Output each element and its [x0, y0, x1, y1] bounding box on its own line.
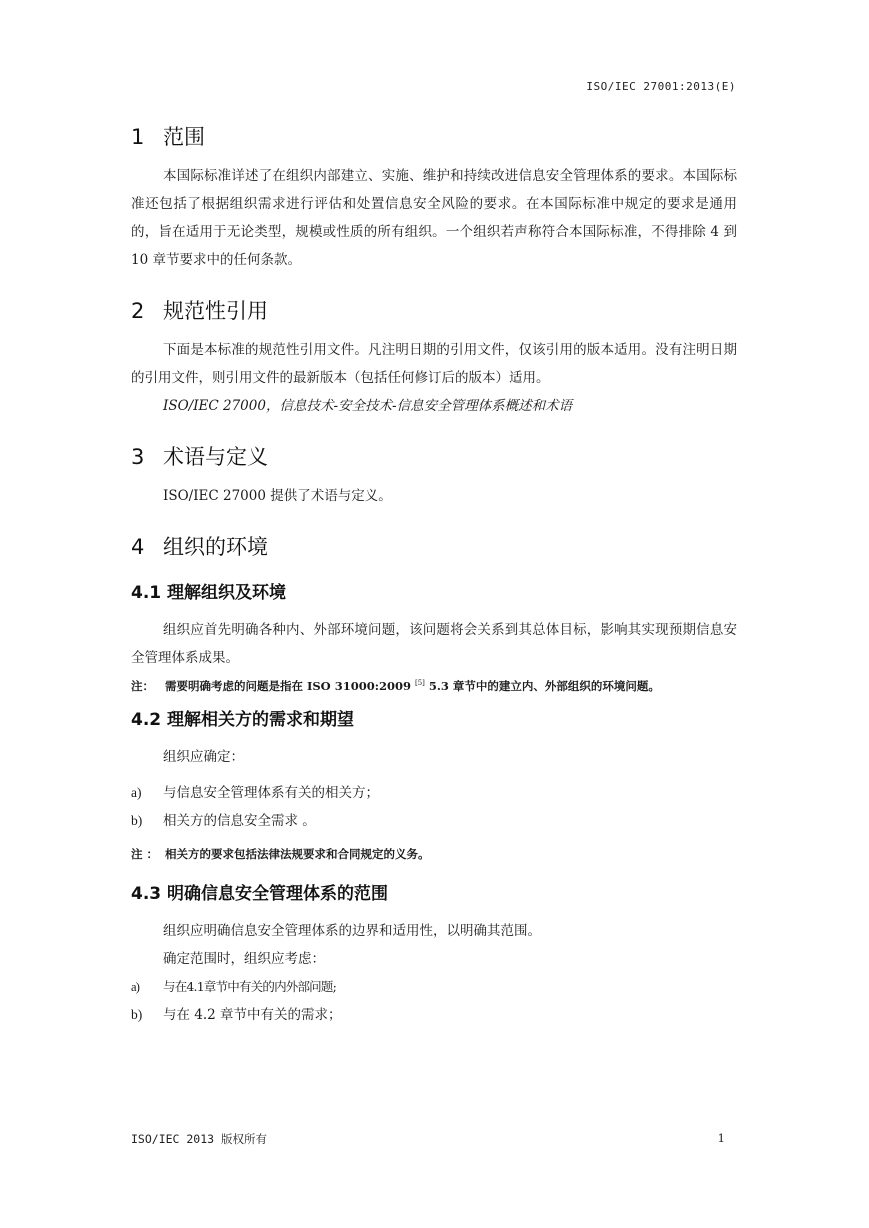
- subsection-4-2-heading: 4.2 理解相关方的需求和期望: [131, 709, 355, 730]
- section-number: 4: [131, 535, 145, 559]
- section-number: 2: [131, 299, 145, 323]
- section-2-heading: [131, 294, 737, 328]
- subsection-4-2-note: [131, 843, 737, 865]
- subsection-4-3-paragraph: 确定范围时，组织应考虑：: [163, 950, 325, 967]
- list-item-text: 与在4.1章节中有关的内外部问题;: [163, 978, 336, 994]
- list-marker: b): [131, 812, 143, 828]
- list-item-text: 与在 4.2 章节中有关的需求；: [163, 1006, 342, 1023]
- section-title: 术语与定义: [163, 445, 268, 469]
- list-item: [131, 973, 737, 1001]
- copyright-prefix: ISO/IEC 2013: [131, 1132, 215, 1146]
- list-marker: a): [131, 784, 142, 800]
- section-1-paragraph: 本国际标准详述了在组织内部建立、实施、维护和持续改进信息安全管理体系的要求。本国际标准还包括了根据组织需求进行评估和处置信息安全风险的要求。在本国际标准中规定的要求是通用的，旨在适用于无论类型，规模或性质的所有组织。一个组织若声称符合本国际标准，不得排除 4 到 10 章节要求中的任何条款。: [131, 168, 737, 268]
- subsection-4-1-paragraph: 组织应首先明确各种内、外部环境问题，该问题将会关系到其总体目标，影响其实现预期信息安全管理体系成果。: [131, 622, 737, 666]
- header-doc-reference: ISO/IEC 27001:2013(E): [586, 80, 736, 93]
- section-title: 范围: [163, 125, 205, 149]
- subsection-4-3-heading: 4.3 明确信息安全管理体系的范围: [131, 883, 389, 904]
- copyright-suffix: 版权所有: [221, 1132, 268, 1146]
- footer-copyright: [131, 1131, 267, 1147]
- normative-reference: ISO/IEC 27000，信息技术-安全技术-信息安全管理体系概述和术语: [163, 398, 573, 414]
- note-text: 相关方的要求包括法律法规要求和合同规定的义务。: [165, 846, 430, 861]
- section-4-heading: [131, 530, 737, 564]
- subsection-4-1-note: [131, 672, 737, 697]
- section-3-paragraph: ISO/IEC 27000 提供了术语与定义。: [163, 488, 392, 504]
- list-item-text: 相关方的信息安全需求 。: [163, 812, 316, 829]
- section-number: 1: [131, 125, 145, 149]
- page-number: 1: [717, 1131, 725, 1145]
- list-marker: b): [131, 1006, 143, 1022]
- section-number: 3: [131, 445, 145, 469]
- list-item: [131, 1001, 737, 1029]
- subsection-4-3-paragraph: 组织应明确信息安全管理体系的边界和适用性，以明确其范围。: [163, 922, 541, 939]
- page-content: [131, 120, 737, 1029]
- section-title: 组织的环境: [163, 535, 268, 559]
- section-title: 规范性引用: [163, 299, 268, 323]
- subsection-4-2-intro: 组织应确定：: [163, 748, 244, 765]
- note-citation: [5]: [414, 679, 425, 687]
- list-item: [131, 807, 737, 835]
- section-1-heading: [131, 120, 737, 154]
- list-marker: a): [131, 979, 140, 994]
- list-item: [131, 779, 737, 807]
- note-label: 注 ：: [131, 846, 159, 861]
- subsection-4-1-heading: 4.1 理解组织及环境: [131, 583, 287, 603]
- note-text: 需要明确考虑的问题是指在 ISO 31000:2009: [165, 678, 411, 693]
- note-text: 5.3 章节中的建立内、外部组织的环境问题。: [428, 678, 660, 693]
- list-item-text: 与信息安全管理体系有关的相关方；: [163, 784, 379, 801]
- section-2-paragraph: 下面是本标准的规范性引用文件。凡注明日期的引用文件，仅该引用的版本适用。没有注明日期的引用文件，则引用文件的最新版本（包括任何修订后的版本）适用。: [131, 342, 737, 386]
- note-label: 注：: [131, 678, 154, 693]
- section-3-heading: [131, 440, 737, 474]
